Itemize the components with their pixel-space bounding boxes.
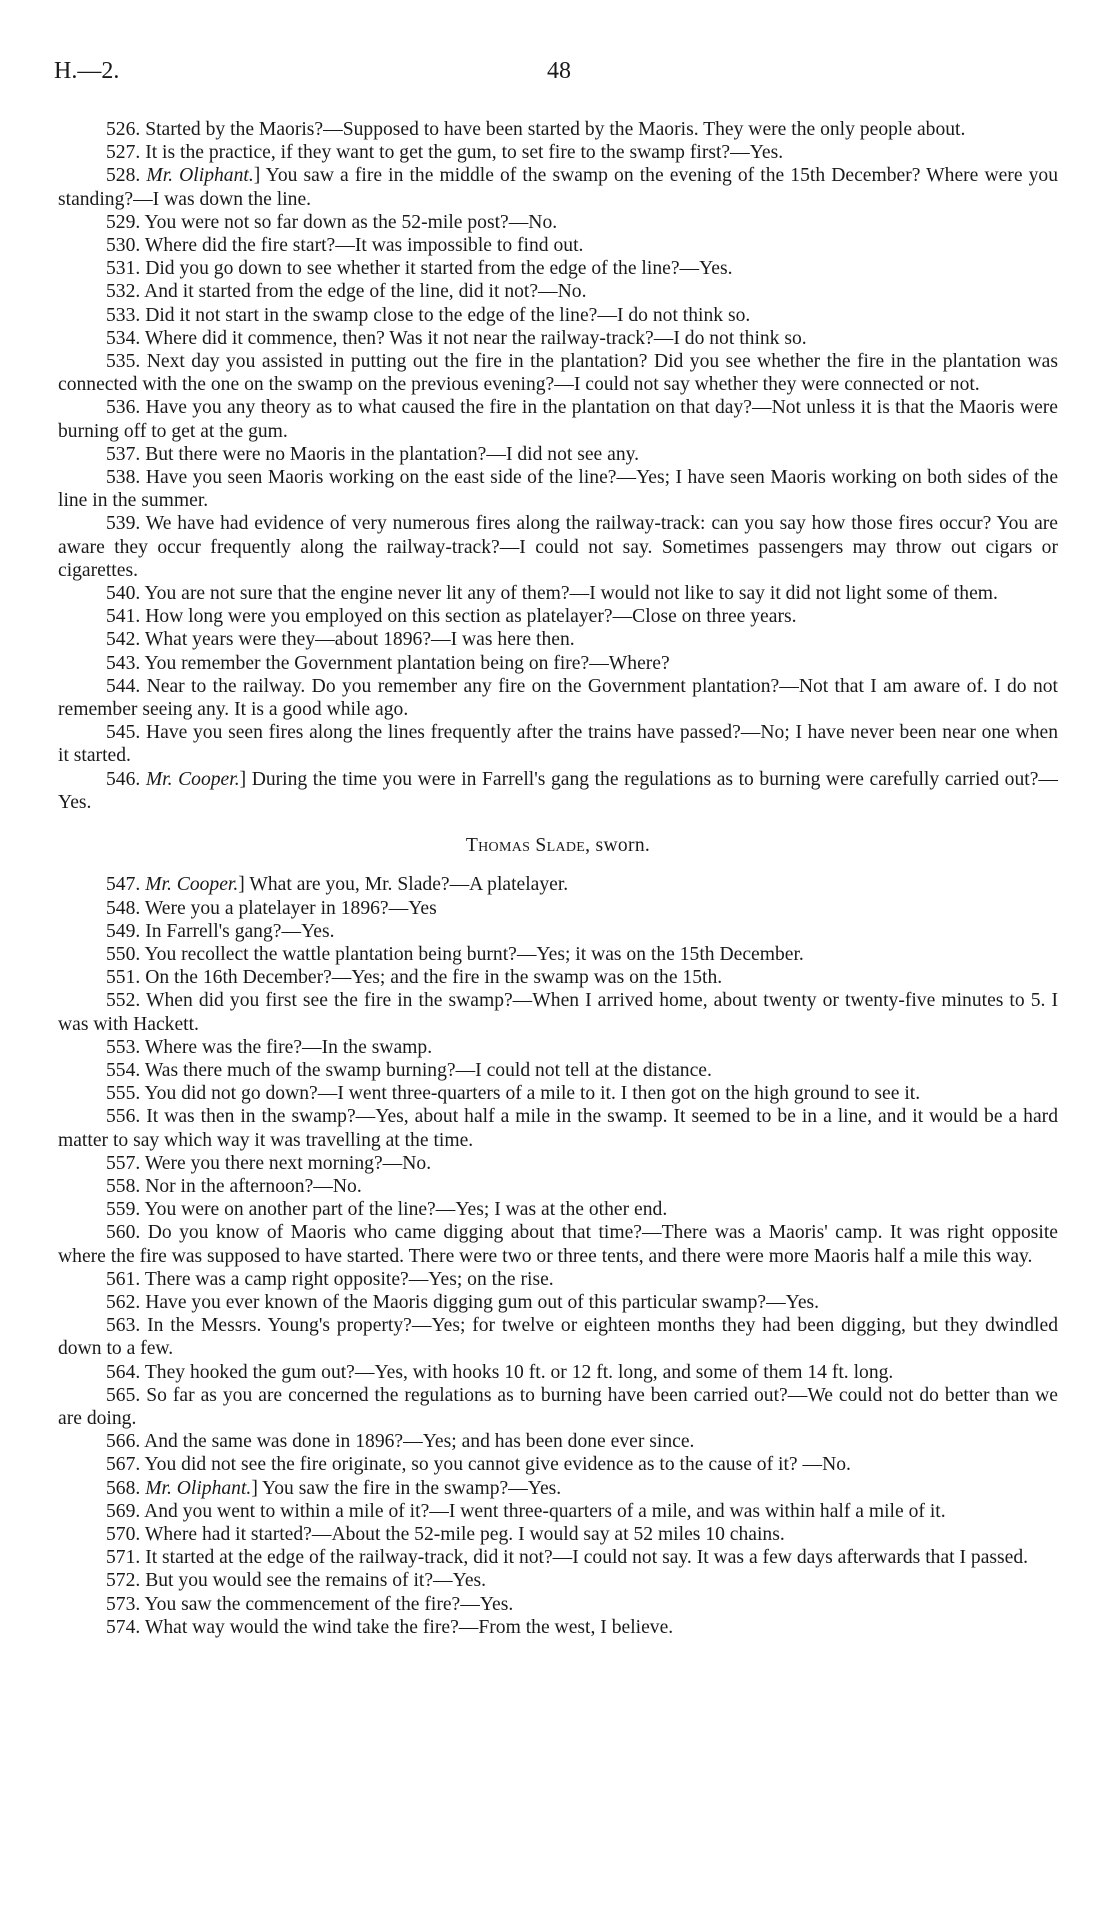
question-paragraph <box>58 1036 1058 1059</box>
question-paragraph <box>58 512 1058 582</box>
question-paragraph <box>58 1198 1058 1221</box>
question-number: 572. <box>106 1570 146 1592</box>
question-paragraph <box>58 675 1058 721</box>
question-text: Where did the fire start?—It was impossible to find out. <box>144 235 584 257</box>
question-text: It was then in the swamp?—Yes, about half a mile in the swamp. It seemed to be in a line, and it would be a hard matter to say which way it was travelling at the time. <box>58 1106 1058 1151</box>
question-paragraph <box>58 1314 1058 1360</box>
questions-section-a <box>58 118 1058 814</box>
question-text: Did it not start in the swamp close to the edge of the line?—I do not think so. <box>145 304 751 326</box>
question-number: 568. <box>106 1477 146 1499</box>
document-reference: H.—2. <box>54 58 120 84</box>
question-text: Nor in the afternoon?—No. <box>145 1175 362 1197</box>
question-number: 534. <box>106 327 145 349</box>
question-number: 526. <box>106 119 146 140</box>
question-number: 546. <box>106 768 146 790</box>
question-paragraph <box>58 873 1058 896</box>
question-text: Next day you assisted in putting out the fire in the plantation? Did you see whether the fire in the plantation was connected with the one on the swamp on the previous evening?—I could not say whether they were connected or not. <box>58 351 1058 396</box>
question-text: But you would see the remains of it?—Yes. <box>145 1570 487 1592</box>
question-number: 536. <box>106 397 146 419</box>
examiner-name: Mr. Cooper. <box>145 768 240 790</box>
question-number: 541. <box>106 606 146 628</box>
question-text: Near to the railway. Do you remember any fire on the Government plantation?—Not that I am aware of. I do not remember seeing any. It is a good while ago. <box>58 675 1058 721</box>
question-text: And you went to within a mile of it?—I went three-quarters of a mile, and was within half a mile of it. <box>144 1500 946 1522</box>
question-paragraph <box>58 1593 1058 1616</box>
question-paragraph <box>58 989 1058 1035</box>
examiner-bracket: ] <box>239 768 252 790</box>
question-paragraph <box>58 1175 1058 1198</box>
question-number: 560. <box>106 1222 148 1244</box>
question-paragraph <box>58 211 1058 234</box>
question-text: On the 16th December?—Yes; and the fire in the swamp was on the 15th. <box>145 967 723 989</box>
examiner-name: Mr. Cooper. <box>145 874 239 896</box>
question-number: 574. <box>106 1616 145 1638</box>
question-paragraph <box>58 966 1058 989</box>
question-text: So far as you are concerned the regulations as to burning have been carried out?—We could not do better than we are doing. <box>58 1384 1059 1429</box>
question-paragraph <box>58 280 1058 303</box>
question-text: You saw the fire in the swamp?—Yes. <box>262 1477 562 1499</box>
question-paragraph <box>58 1105 1058 1151</box>
question-number: 552. <box>106 990 146 1012</box>
question-text: How long were you employed on this section as platelayer?—Close on three years. <box>145 606 797 628</box>
page-number: 48 <box>547 58 571 84</box>
question-number: 551. <box>106 967 146 989</box>
question-number: 561. <box>106 1268 145 1290</box>
question-number: 549. <box>106 920 146 942</box>
question-text: Where had it started?—About the 52-mile peg. I would say at 52 miles 10 chains. <box>144 1523 785 1545</box>
question-text: Have you any theory as to what caused the fire in the plantation on that day?—Not unless it is that the Maoris were burning off to get at the gum. <box>58 397 1059 442</box>
question-paragraph <box>58 1546 1058 1569</box>
question-paragraph <box>58 466 1058 512</box>
question-number: 573. <box>106 1593 145 1615</box>
question-number: 547. <box>106 874 146 896</box>
witness-sworn: , sworn. <box>585 835 651 857</box>
question-paragraph <box>58 1291 1058 1314</box>
question-number: 557. <box>106 1152 145 1174</box>
question-number: 569. <box>106 1500 145 1522</box>
question-paragraph <box>58 304 1058 327</box>
question-text: Were you a platelayer in 1896?—Yes <box>144 897 437 919</box>
question-text: But there were no Maoris in the plantation?—I did not see any. <box>145 443 640 465</box>
question-paragraph <box>58 897 1058 920</box>
page-body <box>58 118 1058 1639</box>
question-text: Have you ever known of the Maoris digging gum out of this particular swamp?—Yes. <box>145 1291 820 1313</box>
question-text: You saw the commencement of the fire?—Yes. <box>144 1593 514 1615</box>
question-text: Where was the fire?—In the swamp. <box>144 1036 433 1058</box>
question-number: 537. <box>106 443 146 465</box>
question-paragraph <box>58 164 1058 210</box>
question-number: 539. <box>106 513 146 535</box>
question-text: You were on another part of the line?—Yes; I was at the other end. <box>144 1199 668 1221</box>
witness-name: Thomas Slade <box>465 835 586 857</box>
question-number: 548. <box>106 897 145 919</box>
question-number: 532. <box>106 281 145 303</box>
question-number: 559. <box>106 1199 145 1221</box>
question-number: 565. <box>106 1384 147 1406</box>
question-number: 555. <box>106 1083 145 1105</box>
question-number: 531. <box>106 258 146 280</box>
question-text: During the time you were in Farrell's gang the regulations as to burning were carefully carried out?—Yes. <box>58 768 1058 813</box>
question-paragraph <box>58 943 1058 966</box>
question-paragraph <box>58 234 1058 257</box>
examiner-bracket: ] <box>238 874 250 896</box>
question-text: Started by the Maoris?—Supposed to have been started by the Maoris. They were the only people about. <box>145 119 966 140</box>
question-text: What way would the wind take the fire?—From the west, I believe. <box>144 1616 674 1638</box>
question-text: You remember the Government plantation being on fire?—Where? <box>144 652 670 674</box>
question-paragraph <box>58 1059 1058 1082</box>
question-text: In the Messrs. Young's property?—Yes; for twelve or eighteen months they had been digging, but they dwindled down to a few. <box>58 1315 1058 1360</box>
question-text: You recollect the wattle plantation being burnt?—Yes; it was on the 15th December. <box>144 943 804 965</box>
question-text: Was there much of the swamp burning?—I could not tell at the distance. <box>144 1059 712 1081</box>
question-text: And the same was done in 1896?—Yes; and has been done ever since. <box>144 1431 695 1453</box>
question-number: 556. <box>106 1106 147 1128</box>
question-paragraph <box>58 1152 1058 1175</box>
question-number: 544. <box>106 675 147 697</box>
question-paragraph <box>58 920 1058 943</box>
question-text: What years were they—about 1896?—I was here then. <box>144 629 575 651</box>
question-paragraph <box>58 768 1058 814</box>
question-text: Were you there next morning?—No. <box>144 1152 432 1174</box>
question-paragraph <box>58 652 1058 675</box>
question-text: You are not sure that the engine never lit any of them?—I would not like to say it did not light some of them. <box>144 583 998 605</box>
question-paragraph <box>58 582 1058 605</box>
question-number: 527. <box>106 142 146 164</box>
question-number: 542. <box>106 629 145 651</box>
question-number: 529. <box>106 211 145 233</box>
question-number: 570. <box>106 1523 145 1545</box>
question-text: It started at the edge of the railway-track, did it not?—I could not say. It was a few days afterwards that I passed. <box>145 1547 1029 1569</box>
question-paragraph <box>58 1384 1058 1430</box>
question-number: 540. <box>106 583 145 605</box>
question-text: Where did it commence, then? Was it not near the railway-track?—I do not think so. <box>144 327 807 349</box>
question-text: And it started from the edge of the line, did it not?—No. <box>144 281 587 303</box>
question-text: You saw a fire in the middle of the swamp on the evening of the 15th December? Where were you standing?—I was down the line. <box>58 165 1059 210</box>
question-paragraph <box>58 1268 1058 1291</box>
question-text: We have had evidence of very numerous fires along the railway-track: can you say how those fires occur? You are aware they occur frequently along the railway-track?—I could not say. Sometimes passengers may throw out cigars or cigarettes. <box>58 513 1058 581</box>
question-paragraph <box>58 257 1058 280</box>
question-text: In Farrell's gang?—Yes. <box>145 920 335 942</box>
question-paragraph <box>58 721 1058 767</box>
question-number: 558. <box>106 1175 146 1197</box>
question-paragraph <box>58 141 1058 164</box>
question-text: Have you seen Maoris working on the east side of the line?—Yes; I have seen Maoris working on both sides of the line in the summer. <box>58 467 1059 512</box>
question-text: Have you seen fires along the lines frequently after the trains have passed?—No; I have never been near one when it started. <box>58 722 1058 767</box>
question-paragraph <box>58 396 1058 442</box>
question-number: 535. <box>106 351 147 373</box>
question-text: What are you, Mr. Slade?—A platelayer. <box>249 874 569 896</box>
page-header <box>0 58 1114 88</box>
question-number: 545. <box>106 722 146 744</box>
question-paragraph <box>58 327 1058 350</box>
question-paragraph <box>58 1221 1058 1267</box>
question-paragraph <box>58 1523 1058 1546</box>
question-number: 530. <box>106 235 145 257</box>
question-text: They hooked the gum out?—Yes, with hooks 10 ft. or 12 ft. long, and some of them 14 ft. long. <box>144 1361 894 1383</box>
question-number: 543. <box>106 652 145 674</box>
question-text: When did you first see the fire in the swamp?—When I arrived home, about twenty or twenty-five minutes to 5. I was with Hackett. <box>58 990 1058 1035</box>
question-number: 533. <box>106 304 146 326</box>
question-number: 567. <box>106 1454 145 1476</box>
question-paragraph <box>58 118 1058 141</box>
question-paragraph <box>58 350 1058 396</box>
question-paragraph <box>58 1430 1058 1453</box>
examiner-name: Mr. Oliphant. <box>146 165 254 187</box>
examiner-bracket: ] <box>253 165 266 187</box>
question-text: You did not see the fire originate, so you cannot give evidence as to the cause of it? —No. <box>144 1454 851 1476</box>
question-number: 554. <box>106 1059 145 1081</box>
question-number: 550. <box>106 943 145 965</box>
question-paragraph <box>58 1082 1058 1105</box>
question-text: It is the practice, if they want to get the gum, to set fire to the swamp first?—Yes. <box>145 142 784 164</box>
question-number: 562. <box>106 1291 146 1313</box>
question-paragraph <box>58 628 1058 651</box>
question-paragraph <box>58 1569 1058 1592</box>
question-paragraph <box>58 1500 1058 1523</box>
question-paragraph <box>58 1477 1058 1500</box>
question-number: 538. <box>106 467 146 489</box>
examiner-bracket: ] <box>251 1477 263 1499</box>
question-number: 563. <box>106 1315 148 1337</box>
question-paragraph <box>58 1616 1058 1639</box>
question-text: Do you know of Maoris who came digging about that time?—There was a Maoris' camp. It was right opposite where the fire was supposed to have started. There were two or three tents, and there were more Maoris half a mile this way. <box>58 1222 1059 1267</box>
question-text: You were not so far down as the 52-mile post?—No. <box>144 211 558 233</box>
question-text: Did you go down to see whether it started from the edge of the line?—Yes. <box>145 258 733 280</box>
question-paragraph <box>58 1361 1058 1384</box>
question-number: 566. <box>106 1431 145 1453</box>
questions-section-b <box>58 873 1058 1639</box>
question-paragraph <box>58 443 1058 466</box>
question-number: 564. <box>106 1361 145 1383</box>
question-number: 553. <box>106 1036 145 1058</box>
question-number: 528. <box>106 165 147 187</box>
question-text: You did not go down?—I went three-quarters of a mile to it. I then got on the high ground to see it. <box>144 1083 921 1105</box>
examiner-name: Mr. Oliphant. <box>145 1477 252 1499</box>
question-text: There was a camp right opposite?—Yes; on the rise. <box>144 1268 554 1290</box>
witness-heading <box>58 834 1058 857</box>
question-number: 571. <box>106 1547 146 1569</box>
question-paragraph <box>58 605 1058 628</box>
question-paragraph <box>58 1453 1058 1476</box>
